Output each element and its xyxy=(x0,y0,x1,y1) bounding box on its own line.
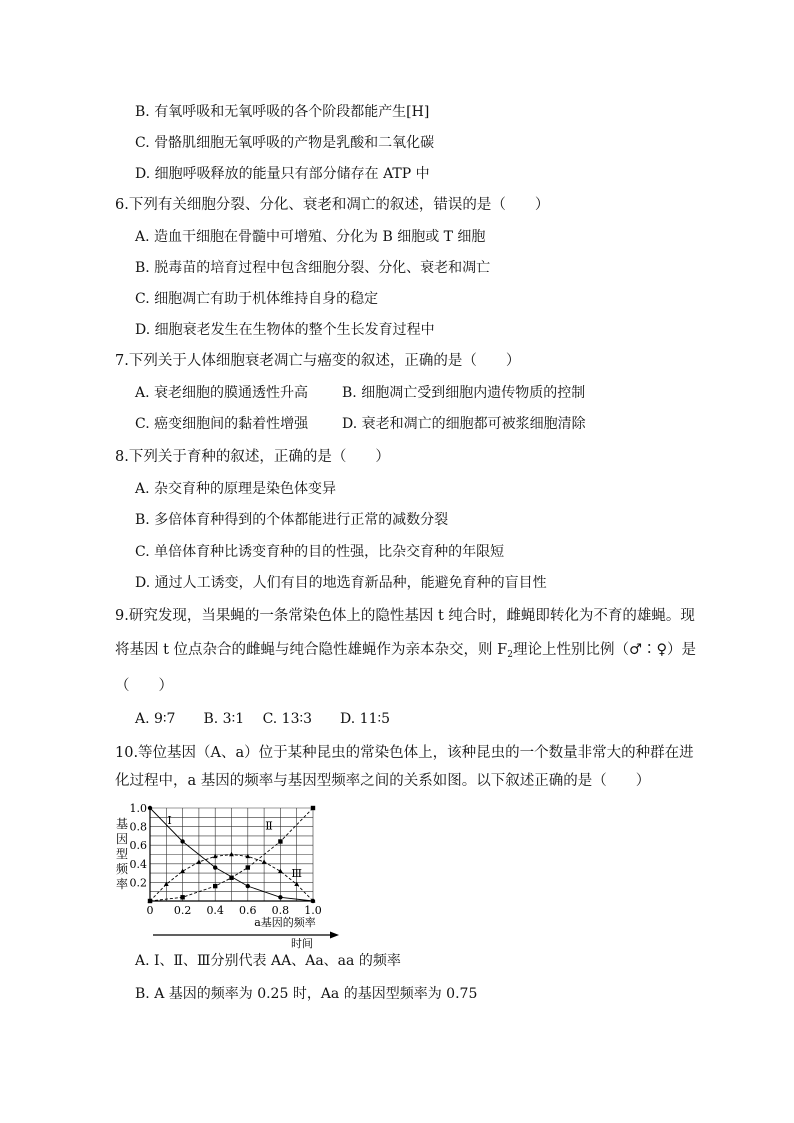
series-label: Ⅲ xyxy=(291,866,303,880)
y-axis-label-char: 型 xyxy=(115,847,129,861)
q5-option-b: B. 有氧呼吸和无氧呼吸的各个阶段都能产生[H] xyxy=(135,104,430,120)
q6-option-a: A. 造血干细胞在骨髓中可增殖、分化为 B 细胞或 T 细胞 xyxy=(135,229,486,245)
q10-option-b: B. A 基因的频率为 0.25 时，Aa 的基因型频率为 0.75 xyxy=(135,986,478,1002)
q10-stem-line1: 10.等位基因（A、a）位于某种昆虫的常染色体上，该种昆虫的一个数量非常大的种群在进 xyxy=(115,745,694,761)
q8-option-a: A. 杂交育种的原理是染色体变异 xyxy=(135,481,337,497)
series-3-point xyxy=(262,859,267,863)
q8-option-b: B. 多倍体育种得到的个体都能进行正常的减数分裂 xyxy=(135,512,449,528)
q6-option-d: D. 细胞衰老发生在生物体的整个生长发育过程中 xyxy=(135,322,435,338)
x-tick-label: 1.0 xyxy=(304,904,322,917)
y-tick-label: 0.4 xyxy=(129,857,147,871)
q9-stem-line2 xyxy=(115,641,696,664)
series-2-point xyxy=(278,839,282,843)
q7-stem: 7.下列关于人体细胞衰老凋亡与癌变的叙述，正确的是（ ） xyxy=(115,353,521,369)
y-axis-label-char: 频 xyxy=(115,862,129,876)
q10-option-a: A. Ⅰ、Ⅱ、Ⅲ分别代表 AA、Aa、aa 的频率 xyxy=(135,953,401,969)
series-2-point xyxy=(246,865,250,869)
time-arrow-head xyxy=(330,932,339,939)
q7-option-c: C. 癌变细胞间的黏着性增强 xyxy=(135,416,309,432)
series-2-point xyxy=(229,876,233,880)
series-3-point xyxy=(197,859,202,863)
y-tick-label: 0.8 xyxy=(129,820,147,834)
series-3-point xyxy=(180,869,185,873)
q9-stem-line2-post: 理论上性别比例（♂∶♀）是 xyxy=(512,642,697,658)
q7-option-d: D. 衰老和凋亡的细胞都可被浆细胞清除 xyxy=(342,416,586,432)
series-2-point xyxy=(213,884,217,888)
x-tick-label: 0.8 xyxy=(271,904,290,917)
y-axis-label-char: 率 xyxy=(115,877,129,891)
q6-option-b: B. 脱毒苗的培育过程中包含细胞分裂、分化、衰老和凋亡 xyxy=(135,260,491,276)
q6-stem: 6.下列有关细胞分裂、分化、衰老和凋亡的叙述，错误的是（ ） xyxy=(115,197,550,213)
series-label: Ⅰ xyxy=(167,813,172,827)
y-axis-label-char: 因 xyxy=(115,832,129,846)
q9-options: A. 9∶7 B. 3∶1 C. 13∶3 D. 11∶5 xyxy=(135,711,391,727)
x-tick-label: 0.6 xyxy=(239,904,257,917)
x-tick-label: 0.2 xyxy=(173,904,192,917)
q10-stem-line2: 化过程中，a 基因的频率与基因型频率之间的关系如图。以下叙述正确的是（ ） xyxy=(115,773,651,789)
x-tick-label: 0 xyxy=(146,904,154,917)
series-1-point xyxy=(148,806,152,810)
x-tick-label: 0.4 xyxy=(206,904,224,917)
series-2-point xyxy=(311,806,315,810)
x-axis-label: a基因的频率 xyxy=(254,916,316,929)
series-1-point xyxy=(213,865,217,869)
q9-stem-line3: （ ） xyxy=(115,678,173,694)
series-1-point xyxy=(278,895,282,899)
genotype-frequency-chart xyxy=(110,800,350,950)
y-axis-label-char: 基 xyxy=(115,817,129,831)
q9-stem-line2-sub: 2 xyxy=(507,650,513,660)
series-3-point xyxy=(229,852,234,856)
y-tick-label: 0.6 xyxy=(129,839,147,853)
q5-option-c: C. 骨骼肌细胞无氧呼吸的产物是乳酸和二氧化碳 xyxy=(135,135,435,151)
q7-option-a: A. 衰老细胞的膜通透性升高 xyxy=(135,385,309,401)
q8-option-d: D. 通过人工诱变，人们有目的地选育新品种，能避免育种的盲目性 xyxy=(135,575,547,591)
q8-stem: 8.下列关于育种的叙述，正确的是（ ） xyxy=(115,449,390,465)
q7-option-b: B. 细胞凋亡受到细胞内遗传物质的控制 xyxy=(342,385,586,401)
q9-stem-line1: 9.研究发现，当果蝇的一条常染色体上的隐性基因 t 纯合时，雌蝇即转化为不育的雄蝇。现 xyxy=(115,608,695,624)
series-3-point xyxy=(278,869,283,873)
series-1-point xyxy=(246,884,250,888)
y-tick-label: 0.2 xyxy=(129,876,147,890)
time-label: 时间 xyxy=(291,937,313,950)
series-label: Ⅱ xyxy=(265,819,273,833)
q6-option-c: C. 细胞凋亡有助于机体维持自身的稳定 xyxy=(135,291,379,307)
series-1-point xyxy=(180,839,184,843)
y-tick-label: 1.0 xyxy=(129,802,147,815)
series-2-point xyxy=(180,895,184,899)
q8-option-c: C. 单倍体育种比诱变育种的目的性强，比杂交育种的年限短 xyxy=(135,544,505,560)
chart-axes xyxy=(150,806,315,901)
q9-stem-line2-pre: 将基因 t 位点杂合的雌蝇与纯合隐性雄蝇作为亲本杂交，则 F xyxy=(115,642,508,658)
q5-option-d: D. 细胞呼吸释放的能量只有部分储存在 ATP 中 xyxy=(135,166,430,182)
